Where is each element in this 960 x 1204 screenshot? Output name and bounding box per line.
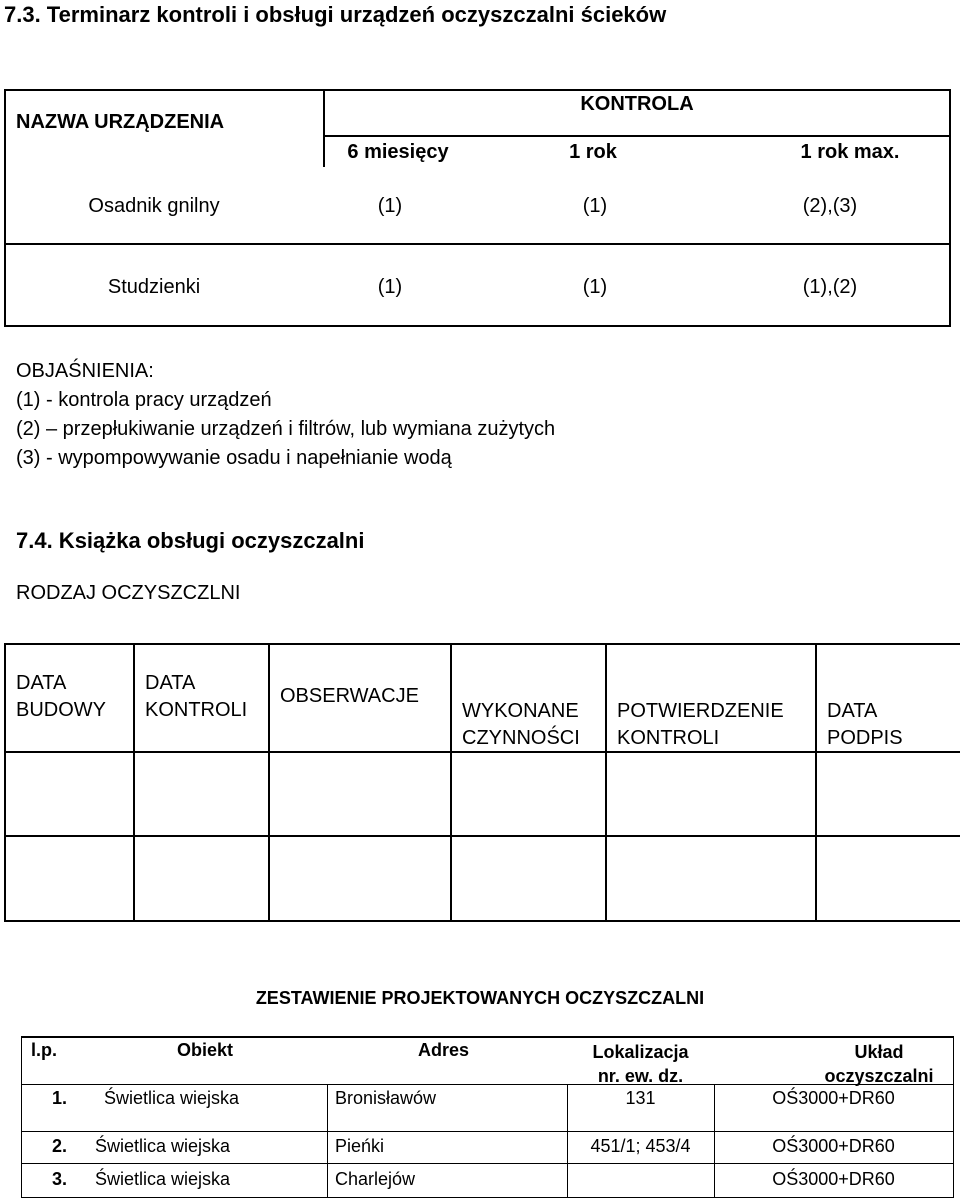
header-construction-date: DATA BUDOWY bbox=[16, 672, 106, 721]
note-item: (3) - wypompowywanie osadu i napełnianie wodą bbox=[16, 447, 452, 469]
summary-header-lp: l.p. bbox=[31, 1040, 57, 1060]
header-performed-actions: WYKONANE CZYNNOŚCI bbox=[462, 700, 580, 749]
schedule-cell: (1) bbox=[582, 276, 608, 298]
period-6-months: 6 miesięcy bbox=[347, 141, 449, 163]
header-control-date: DATA KONTROLI bbox=[145, 672, 248, 721]
device-name-cell: Studzienki bbox=[107, 276, 201, 298]
note-item: (1) - kontrola pracy urządzeń bbox=[16, 389, 272, 411]
row-address: Bronisławów bbox=[335, 1088, 437, 1108]
period-1-year-max: 1 rok max. bbox=[800, 141, 900, 163]
row-address: Pieńki bbox=[335, 1136, 385, 1156]
row-system: OŚ3000+DR60 bbox=[772, 1088, 895, 1108]
summary-header-object: Obiekt bbox=[177, 1040, 234, 1060]
row-system: OŚ3000+DR60 bbox=[772, 1169, 895, 1189]
row-object: Świetlica wiejska bbox=[104, 1088, 240, 1108]
schedule-cell: (1) bbox=[582, 195, 608, 217]
section-7-3-title: 7.3. Terminarz kontroli i obsługi urządzeń oczyszczalni ścieków bbox=[4, 2, 667, 27]
row-location: 451/1; 453/4 bbox=[590, 1136, 691, 1156]
period-1-year: 1 rok bbox=[569, 141, 617, 163]
device-name-cell: Osadnik gnilny bbox=[88, 195, 220, 217]
schedule-cell: (1) bbox=[377, 276, 403, 298]
row-location: 131 bbox=[625, 1088, 656, 1108]
row-lp: 3. bbox=[52, 1169, 68, 1189]
row-object: Świetlica wiejska bbox=[95, 1136, 231, 1156]
section-7-4-title: 7.4. Książka obsługi oczyszczalni bbox=[16, 528, 365, 553]
control-header: KONTROLA bbox=[580, 93, 694, 115]
summary-header-system: Układ oczyszczalni bbox=[824, 1042, 934, 1086]
notes-heading: OBJAŚNIENIA: bbox=[16, 360, 154, 382]
header-observations: OBSERWACJE bbox=[280, 685, 419, 707]
schedule-cell: (1),(2) bbox=[802, 276, 858, 298]
row-lp: 2. bbox=[52, 1136, 68, 1156]
plant-type-label: RODZAJ OCZYSZCZLNI bbox=[16, 582, 241, 604]
note-item: (2) – przepłukiwanie urządzeń i filtrów, lub wymiana zużytych bbox=[16, 418, 556, 440]
row-address: Charlejów bbox=[335, 1169, 416, 1189]
row-system: OŚ3000+DR60 bbox=[772, 1136, 895, 1156]
schedule-cell: (1) bbox=[377, 195, 403, 217]
row-lp: 1. bbox=[52, 1088, 68, 1108]
header-date-signature: DATA PODPIS bbox=[827, 700, 903, 749]
row-object: Świetlica wiejska bbox=[95, 1169, 231, 1189]
device-name-header: NAZWA URZĄDZENIA bbox=[16, 111, 225, 133]
header-control-confirmation: POTWIERDZENIE KONTROLI bbox=[617, 700, 784, 749]
summary-header-address: Adres bbox=[418, 1040, 470, 1060]
summary-title: ZESTAWIENIE PROJEKTOWANYCH OCZYSZCZALNI bbox=[255, 988, 705, 1008]
schedule-cell: (2),(3) bbox=[802, 195, 858, 217]
summary-header-location: Lokalizacja nr. ew. dz. bbox=[592, 1042, 689, 1086]
